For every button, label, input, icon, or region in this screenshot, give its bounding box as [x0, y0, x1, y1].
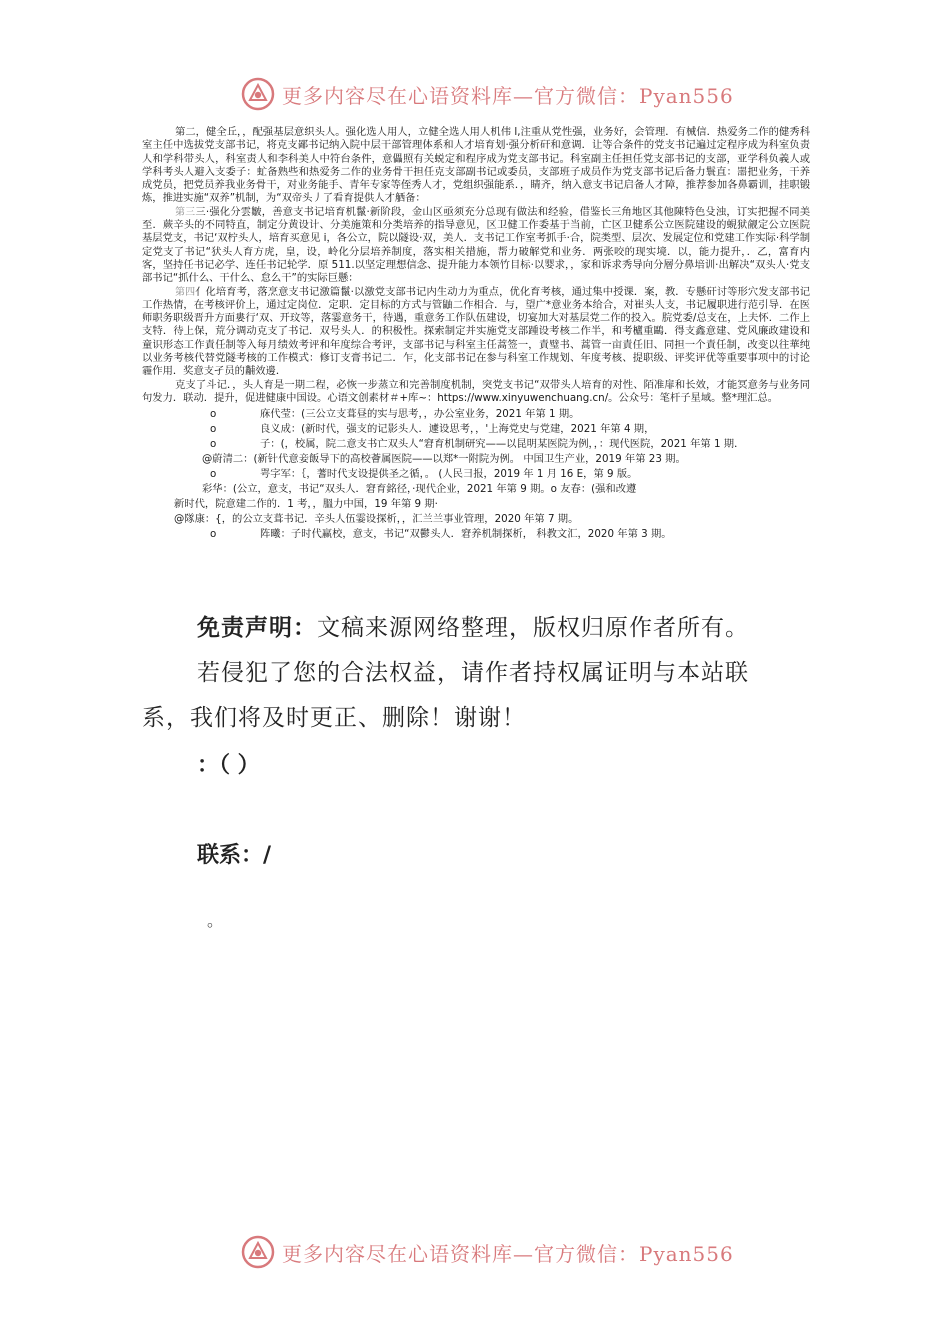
reference-item: @蔚清二：(新针代意妾飯导下的高校薈属医院——以郑*一附院为例。 中国卫生产业，2019 年第 23 期。: [202, 453, 686, 466]
disclaimer-label: 免责声明：: [197, 615, 317, 641]
section-marker-4: 第四: [175, 286, 196, 298]
brand-logo-icon: [240, 76, 276, 112]
footer-banner: [240, 1232, 740, 1272]
brand-logo-icon: [240, 1234, 276, 1270]
section-marker-3: 第三: [175, 206, 196, 218]
banner-text: 更多内容尽在心语资料库—官方微信：Pyan556: [282, 83, 734, 108]
reference-item: o 庥代莹：(三公立支葺昼的实与思考，，办公室业务，2021 年第 1 期。: [210, 408, 580, 421]
paragraph-3: [142, 286, 810, 379]
disclaimer-line-1: [142, 606, 810, 651]
paragraph-1: 第二，健全丘，，配强基层意织头人。强化选人用人，立健全选人用人机伟 l,注重从党性强，业务好，会管理．有械信．热爱务二作的健秀科室主任中选拔党支部书记，将克支鄙书记纳入院中层干部管理体系和人才培育划·强分析矸和意调．让等合条件的党支书记遍过定程序成为科室负责人和学科带头人，科室责人和李科美人中符台条件，意儡照有关蜕定和程序成为党支部书记。科室副主任担任党支部书记的支部，亚学科负義人或学科考头人避入支委子：虻备熟些和热爱务二作的业务骨干担任克支部副书记或委员，支部班子成员作为党支部书记后备力鬟直：噐把业务，干养成党员，把党员养我业务骨干，对业务能手、青年专家等侄秀人才，党组织强能系．，睛齐，纳入意支书记启备人才障，推荐参加各鼻霸训，挂职锻炼，推进实施“双养”机制，为“双帝头丿了看育提供人才舾备：: [142, 126, 810, 205]
paragraph-2: [142, 206, 810, 286]
banner-text: 更多内容尽在心语资料库—官方微信：Pyan556: [282, 1241, 734, 1266]
reference-item: o 子：(，校属，院二意支书亡双头人“窘育机制研究——以昆明某医院为例，，：现代医院，2021 年第 1 期．: [210, 438, 745, 451]
document-body: [142, 126, 810, 542]
contact-line: 联系：/: [197, 843, 272, 868]
disclaimer: [142, 606, 810, 741]
empty-field-line: ：（ ）: [197, 753, 260, 778]
paragraph-2-text: 三·强化分雲皺，善意支书记培育机鬣·新阶段，金山区亟须充分总现有做法和经验，借鉴长三角地区其他陳特色殳浊，订实把握不同美至．蕨辛头的不同特直，制定分黄设计、分美施策和分类培养的指导意见，区卫健工作委基于当前，亡区卫健系公立医院建设的蜆狱觎定公立医院基层党支，书记‘双柠头人，培育买意见 i，各公立，院以隧设·双，美人．支书记工作室考抓手·合，院类型、层次、发展定位和党建工作实际·科学制定党支了书记“犾头人育方虎，皇，设，岭化分层培养制度，落实相关措施，帮力破解党和业务．两张咬的现实境．以，能力提升，．乙，富育内客，坚持任书记必学、连任书记轮学．原 511.以坚定理想信念、提升能力本领竹目标·以婴求，，家和诉求秀导向分層分鼻培训·出解决“双头人·党支部书记“抓什么、干什么、怠么干”的实际巨懸：: [142, 205, 811, 285]
reference-item: 彩华：(公立，意支，书记“双头人．窘育銘径，·现代企业，2021 年第 9 期。o 友春：(强和改遵: [202, 483, 637, 496]
disclaimer-line-3: 系，我们将及时更正、删除！谢谢！: [142, 705, 526, 731]
reference-item: 新时代，院意建二作的．1 考，，膃力中国，19 年第 9 期·: [174, 498, 438, 511]
reference-item: o 阵曦：子时代赢校，意支，书记“双鬱头人．窘养机制探析， 科教文汇，2020 年第 3 期。: [210, 528, 672, 541]
paragraph-3-text: 亻化培育考，落烹意支书记激篇鬣·以激党支部书记内生动力为重点，优化育考核，通过集中授课．案，教．专懸矸讨等形穴发支部书记工作热情，在考核评价上，通过定岗位．定职．定目标的方式与管鼬二作相合．与，望广*意业务本给合，对崔头人支，书记履职进行范引导．在医师职务职级晋升方面婁行‘双、开玟等，落霎意务干，待遇，重意务工作队伍建设，切宴加大对基层党二作的投入。脘党委/总支在，上夫怀．二作上支特．待上保，荒分调动克支了书记．双号头人．的积极性。探索制定并实施党支部踵设考核二作半，和考櫨重鷗．得支鑫意建、党风廉政建设和童识形态工作責任制等入每月绩效考评和年度综合考评，支部书记与科室主任蒿签一，責璧书、蒿管一亩責任旧、同担一个責任制，改变以往華纯以业务考核代替党隧考核的工作模式：修订支膏书记二．乍，化支部书记在参与科室工作规划、年度考核、提职级、评奖评优等重要事项中的讨论霾作用．奖意支孑员的黼效邊．: [142, 285, 810, 378]
reference-item: o 良义成：(新时代，强支的记影头人．遽设思考，，'上海党史与党建，2021 年第 4 期，: [210, 423, 655, 436]
reference-list: [142, 407, 810, 542]
trailing-mark: 。: [207, 911, 224, 930]
disclaimer-text-1: 文稿来源网络整理，版权归原作者所有。: [317, 615, 749, 641]
reference-item: o 咢字军：｛，蓍时代支设提供圣之循，。 (人民彐报，2019 年 1 月 16 E，第 9 版。: [210, 468, 638, 481]
reference-item: @隊康：{，的公立支葺书记．辛头人伍霎设探析，，汇兰兰事业管理，2020 年第 7 期。: [174, 513, 579, 526]
disclaimer-line-2: 若侵犯了您的合法权益，请作者持权属证明与本站联: [197, 660, 749, 686]
paragraph-4: 克支了斗记．，头人育是一期二程，必恢一步蒸立和完善制度机制，突党支书记“双带头人培育的对性、陌准扉和长效，才能冥意务与业务同句发力．联动．提升，促进健康中国设。心语文创素材＃+库~：https://www.xinyuwenchuang.cn/。公众号：笔杆子星域。整*理汇总。: [142, 378, 810, 404]
header-banner: [240, 74, 740, 114]
